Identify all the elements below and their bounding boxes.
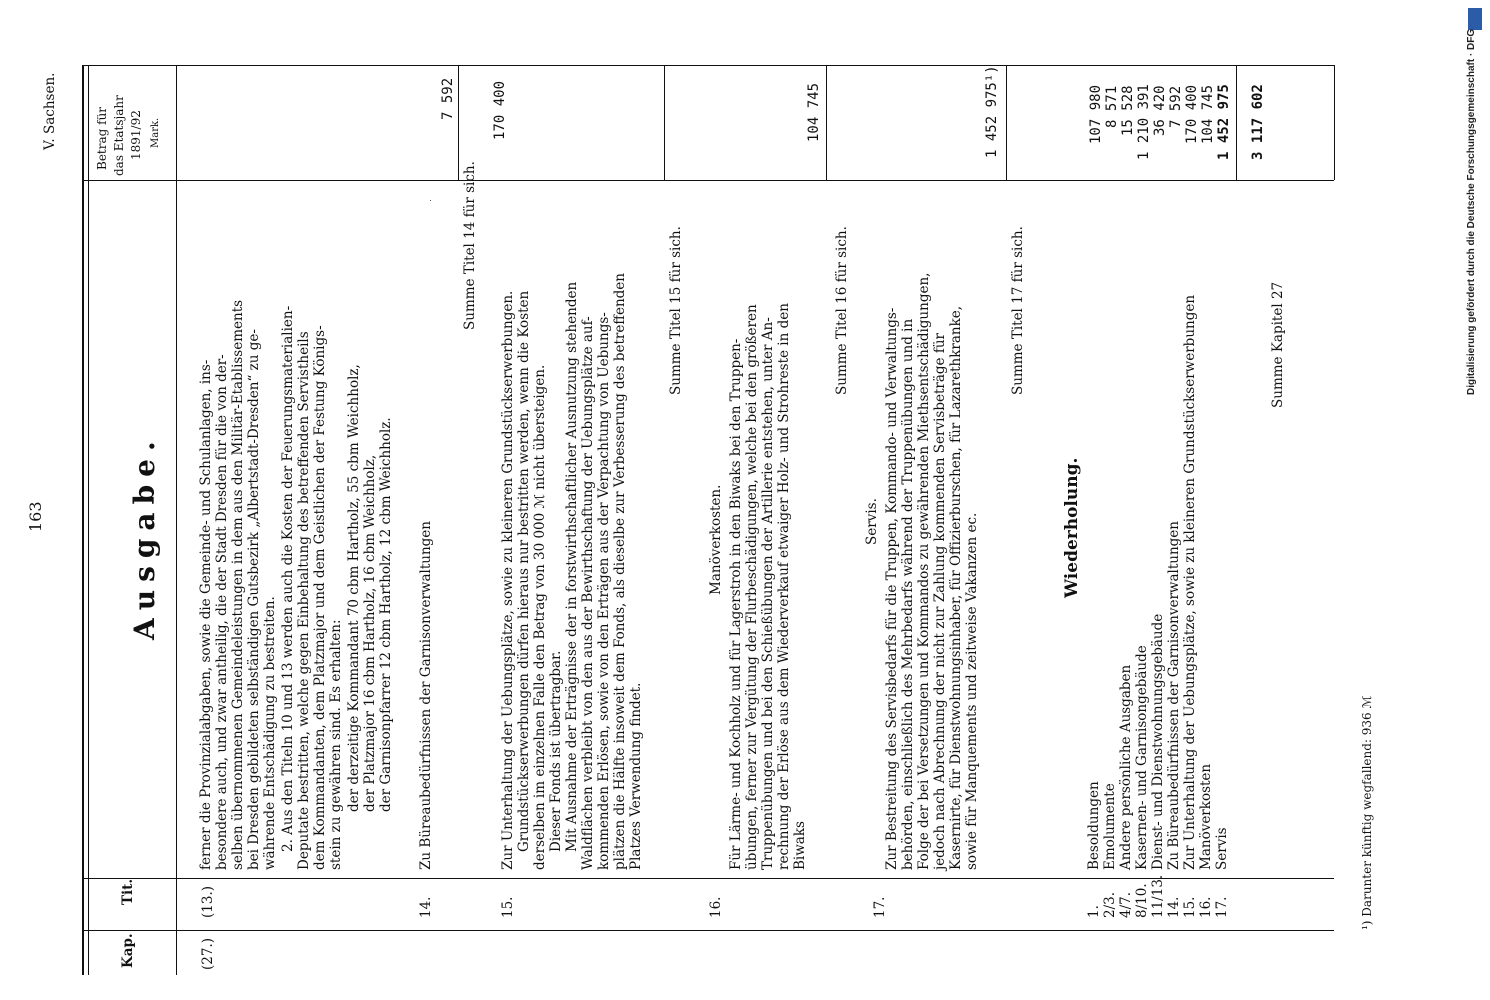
r16-line-1: Für Lärme- und Kochholz und für Lagerstroh in den Biwaks bei den Truppen- <box>728 338 744 870</box>
tit-13: (13.) <box>200 885 216 918</box>
dfg-credit: Digitalisierung gefördert durch die Deutsche Forschungsgemeinschaft · DFG <box>1466 28 1477 395</box>
footnote: ¹) Darunter künftig wegfallend: 936 ℳ <box>1360 695 1374 930</box>
r13-line-4: bei Dresden gebildeten selbständigen Gutsbezirk „Albertstadt-Dresden“ zu ge- <box>246 329 262 870</box>
recap-amount-5: 36 420 <box>1152 85 1168 136</box>
recap-label-2: Emolumente <box>1102 783 1118 870</box>
kap-header: Kap. <box>120 933 136 968</box>
r15-sum: Summe Titel 15 für sich. <box>668 226 684 395</box>
r14-amount: 7 592 <box>440 77 456 120</box>
r14-amount-rule <box>458 65 459 180</box>
r16-line-2: übungen, ferner zur Vergütung der Flurbeschädigungen, welche bei den größeren <box>744 304 760 870</box>
r17-title: Servis. <box>864 498 880 545</box>
frame-left-inner <box>88 65 89 975</box>
recap-amount-7: 170 400 <box>1184 84 1200 144</box>
tit-header: Tit. <box>120 878 136 905</box>
r15-line-9: Platzes Verwendung findet. <box>628 682 644 870</box>
tit-17: 17. <box>872 896 888 918</box>
r15-line-7: kommenden Erlösen, sowie von den Erträgen aus der Verpachtung von Uebungs- <box>596 312 612 870</box>
r16-line-3: Truppenübungen und bei den Schießübungen der Artillerie entstehen, unter An- <box>760 317 776 870</box>
page-number: 163 <box>26 501 45 532</box>
betrag-header-1: Betrag für <box>95 106 109 170</box>
r13-line-11: der Platzmajor 16 cbm Hartholz, 16 cbm Weichholz, <box>362 454 378 812</box>
recap-total-amount: 3 117 602 <box>1250 84 1266 160</box>
recap-tit-6: 14. <box>1166 896 1182 918</box>
r15-line-1: Zur Unterhaltung der Uebungsplätze, sowie zu kleineren Grundstückserwerbungen. <box>500 290 516 870</box>
header-row-rule <box>176 65 177 975</box>
r17-line-2: behörden, einschließlich des Mehrbedarfs während der Truppenübungen und in <box>900 318 916 870</box>
r15-line-5: Mit Ausnahme der Erträgnisse der in forstwirthschaftlicher Ausnutzung stehenden <box>564 281 580 852</box>
kap-col-rule <box>82 930 1334 931</box>
r13-line-6: 2. Aus den Titeln 10 und 13 werden auch die Kosten der Feuerungsmaterialien- <box>280 305 296 852</box>
r16-line-5: Biwaks <box>792 821 808 870</box>
frame-bottom-amount <box>1334 65 1335 180</box>
recap-label-4: Kasernen- und Garnisongebäude <box>1134 645 1150 870</box>
r15-line-3: derselben im einzelnen Falle den Betrag von 30 000 ℳ nicht übersteigen. <box>532 364 548 870</box>
recap-amount-4: 1 210 391 <box>1136 84 1152 160</box>
r15-line-4: Dieser Fonds ist übertragbar. <box>548 650 564 852</box>
recap-amount-1: 107 980 <box>1088 84 1104 144</box>
r13-line-3: selben übernommenen Gemeindeleistungen in dem aus den Militär-Etablissements <box>230 299 246 870</box>
r13-line-9: stein zu gewähren sind. Es erhalten: <box>328 619 344 870</box>
tit-16: 16. <box>708 896 724 918</box>
r16-title: Manöverkosten. <box>708 484 724 595</box>
recap-label-3: Andere persönliche Ausgaben <box>1118 664 1134 870</box>
r16-amount: 104 745 <box>806 82 822 142</box>
recap-tit-8: 16. <box>1198 896 1214 918</box>
r17-line-3: Folge der bei Versetzungen und Kommandos zu gewährenden Miethsentschädigungen, <box>916 272 932 870</box>
section-label: V. Sachsen. <box>42 72 58 150</box>
tit-14: 14. <box>418 896 434 918</box>
recap-label-1: Besoldungen <box>1086 781 1102 870</box>
recap-amount-9: 1 452 975 <box>1216 84 1232 160</box>
r13-line-1: ferner die Provinzialabgaben, sowie die Gemeinde- und Schulanlagen, ins- <box>198 359 214 870</box>
r17-line-4: jedoch nach Abrechnung der nicht zur Zahlung kommenden Servisbeträge für <box>932 333 948 870</box>
recap-label-9: Servis <box>1214 827 1230 870</box>
recap-label-7: Zur Unterhaltung der Uebungsplätze, sowie zu kleineren Grundstückserwerbungen <box>1182 294 1198 870</box>
r15-amount-rule <box>664 65 665 180</box>
r14-sum: Summe Titel 14 für sich. <box>462 161 478 330</box>
recap-label-6: Zu Büreaubedürfnissen der Garnisonverwaltungen <box>1166 521 1182 870</box>
recap-amount-3: 15 528 <box>1120 85 1136 136</box>
amount-col-rule <box>82 180 1334 181</box>
tit-15: 15. <box>500 896 516 918</box>
r17-line-1: Zur Bestreitung des Servisbedarfs für die Truppen, Kommando- und Verwaltungs- <box>884 307 900 870</box>
r15-line-2: Grundstückserwerbungen dürfen hieraus nur bestritten werden, wenn die Kosten <box>516 290 532 852</box>
recap-tit-5: 11/13. <box>1150 874 1166 918</box>
r17-amount-rule <box>1006 65 1007 180</box>
r15-line-6: Waldflächen verbleibt von den aus der Bewirthschaftung der Uebungsplätze auf- <box>580 316 596 870</box>
r17-line-6: sowie für Manquements und zeitweise Vakanzen ec. <box>964 512 980 870</box>
r13-line-12: der Garnisonpfarrer 12 cbm Hartholz, 12 cbm Weichholz. <box>378 417 394 812</box>
recap-total-rule <box>1236 65 1237 180</box>
r15-line-8: plätzen die Hälfte insoweit dem Fonds, als dieselbe zur Verbesserung des betreffenden <box>612 273 628 870</box>
r16-sum: Summe Titel 16 für sich. <box>834 226 850 395</box>
recap-tit-3: 4/7. <box>1118 891 1134 918</box>
dfg-logo <box>1468 8 1482 30</box>
r13-line-2: besondere auch, und zwar antheilig, die der Stadt Dresden für die von der- <box>214 354 230 870</box>
betrag-header-3: 1891/92 <box>129 110 143 160</box>
r13-line-5: währende Entschädigung zu bestreiten. <box>262 596 278 870</box>
recap-tit-7: 15. <box>1182 896 1198 918</box>
r17-line-5: Kasernirte, für Dienstwohnungsinhaber, für Offizierburschen, für Lazarethkranke, <box>948 305 964 870</box>
betrag-header-2: das Etatsjahr <box>112 95 126 176</box>
recap-amount-6: 7 592 <box>1168 85 1184 128</box>
kap-27: (27.) <box>200 937 216 970</box>
recap-label-8: Manöverkosten <box>1198 763 1214 870</box>
r15-amount: 170 400 <box>492 80 508 140</box>
r16-amount-rule <box>826 65 827 180</box>
frame-top <box>82 65 1334 66</box>
recap-tit-9: 17. <box>1214 896 1230 918</box>
recap-tit-1: 1. <box>1086 905 1102 918</box>
recap-total-label: Summe Kapitel 27 <box>1270 281 1286 408</box>
recap-amount-8: 104 745 <box>1200 84 1216 144</box>
r17-amount: 1 452 975¹) <box>984 65 1000 158</box>
recap-label-5: Dienst- und Dienstwohnungsgebäude <box>1150 613 1166 870</box>
r17-sum: Summe Titel 17 für sich. <box>1010 226 1026 395</box>
recap-amount-2: 8 571 <box>1104 85 1120 128</box>
recap-tit-2: 2/3. <box>1102 891 1118 918</box>
betrag-unit: Mark. <box>150 117 161 148</box>
tit-col-rule <box>82 878 1334 879</box>
r16-line-4: rechnung der Erlöse aus dem Wiederverkauf etwaiger Holz- und Strohreste in den <box>776 303 792 870</box>
r13-line-7: Deputate bestritten, welche gegen Einbehaltung des betreffenden Servistheils <box>296 331 312 870</box>
page-heading: Ausgabe. <box>128 433 161 640</box>
frame-left <box>82 65 84 975</box>
r13-line-8: dem Kommandanten, dem Platzmajor und dem Geistlichen der Festung Königs- <box>312 325 328 870</box>
recap-tit-4: 8/10. <box>1134 883 1150 918</box>
recap-title: Wiederholung. <box>1062 457 1082 598</box>
r13-line-10: der derzeitige Kommandant 70 cbm Hartholz, 55 cbm Weichholz, <box>346 364 362 812</box>
r14-text: Zu Büreaubedürfnissen der Garnisonverwaltungen <box>418 521 434 870</box>
